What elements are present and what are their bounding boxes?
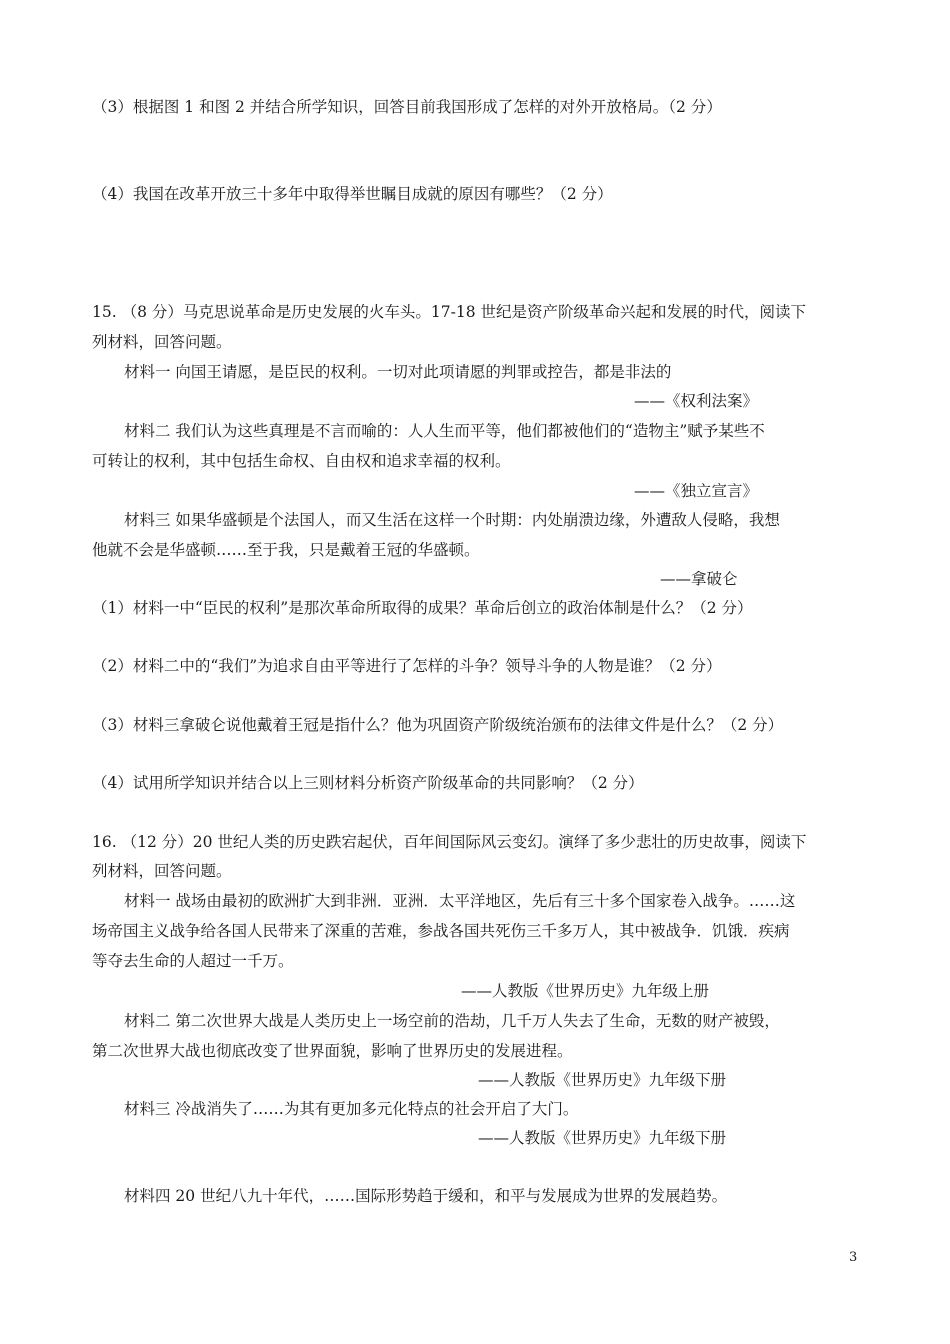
q16-material1-line1: 材料一 战场由最初的欧洲扩大到非洲．亚洲．太平洋地区，先后有三十多个国家卷入战争。……这 [124,892,796,910]
q16-material1-source: ——人教版《世界历史》九年级上册 [461,982,710,1000]
q15-material3-line2: 他就不会是华盛顿……至于我，只是戴着王冠的华盛顿。 [92,541,480,559]
q15-material1-line1: 材料一 向国王请愿，是臣民的权利。一切对此项请愿的判罪或控告，都是非法的 [124,363,672,381]
q15-sub4: （4）试用所学知识并结合以上三则材料分析资产阶级革命的共同影响？（2 分） [92,774,644,792]
q16-material2-source: ——人教版《世界历史》九年级下册 [478,1071,727,1089]
q15-intro-line1: 15. （8 分）马克思说革命是历史发展的火车头。17-18 世纪是资产阶级革命兴起和发展的时代，阅读下 [92,303,806,321]
q15-intro-line2: 列材料，回答问题。 [92,333,232,351]
q15-material3-source: ——拿破仑 [660,570,738,588]
q14-sub4: （4）我国在改革开放三十多年中取得举世瞩目成就的原因有哪些？（2 分） [92,185,613,203]
q16-material3-line1: 材料三 冷战消失了……为其有更加多元化特点的社会开启了大门。 [124,1100,579,1118]
q15-material2-line1: 材料二 我们认为这些真理是不言而喻的：人人生而平等，他们都被他们的“造物主”赋予某些不 [124,422,765,440]
q15-sub3: （3）材料三拿破仑说他戴着王冠是指什么？他为巩固资产阶级统治颁布的法律文件是什么？（2 分） [92,716,784,734]
q14-sub3: （3）根据图 1 和图 2 并结合所学知识，回答目前我国形成了怎样的对外开放格局。（2 分） [92,98,722,116]
page-number: 3 [849,1250,858,1265]
q15-sub2: （2）材料二中的“我们”为追求自由平等进行了怎样的斗争？领导斗争的人物是谁？（2 分） [92,657,722,675]
q15-material1-source: ——《权利法案》 [634,392,759,410]
q15-sub1: （1）材料一中“臣民的权利”是那次革命所取得的成果？革命后创立的政治体制是什么？（2 分） [92,599,753,617]
q16-material4-line1: 材料四 20 世纪八九十年代，……国际形势趋于缓和，和平与发展成为世界的发展趋势。 [124,1187,728,1205]
q16-intro-line1: 16. （12 分）20 世纪人类的历史跌宕起伏，百年间国际风云变幻。演绎了多少悲壮的历史故事，阅读下 [92,833,807,851]
q16-material2-line1: 材料二 第二次世界大战是人类历史上一场空前的浩劫，几千万人失去了生命，无数的财产被毁， [124,1012,780,1030]
q15-material3-line1: 材料三 如果华盛顿是个法国人，而又生活在这样一个时期：内处崩溃边缘，外遭敌人侵略，我想 [124,511,780,529]
q16-material1-line2: 场帝国主义战争给各国人民带来了深重的苦难，参战各国共死伤三千多万人，其中被战争．饥饿．疾病 [92,922,790,940]
q15-material2-line2: 可转让的权利，其中包括生命权、自由权和追求幸福的权利。 [92,452,511,470]
q16-material3-source: ——人教版《世界历史》九年级下册 [478,1129,727,1147]
q16-material2-line2: 第二次世界大战也彻底改变了世界面貌，影响了世界历史的发展进程。 [92,1042,573,1060]
q15-material2-source: ——《独立宣言》 [634,482,759,500]
q16-material1-line3: 等夺去生命的人超过一千万。 [92,952,294,970]
q16-intro-line2: 列材料，回答问题。 [92,862,232,880]
